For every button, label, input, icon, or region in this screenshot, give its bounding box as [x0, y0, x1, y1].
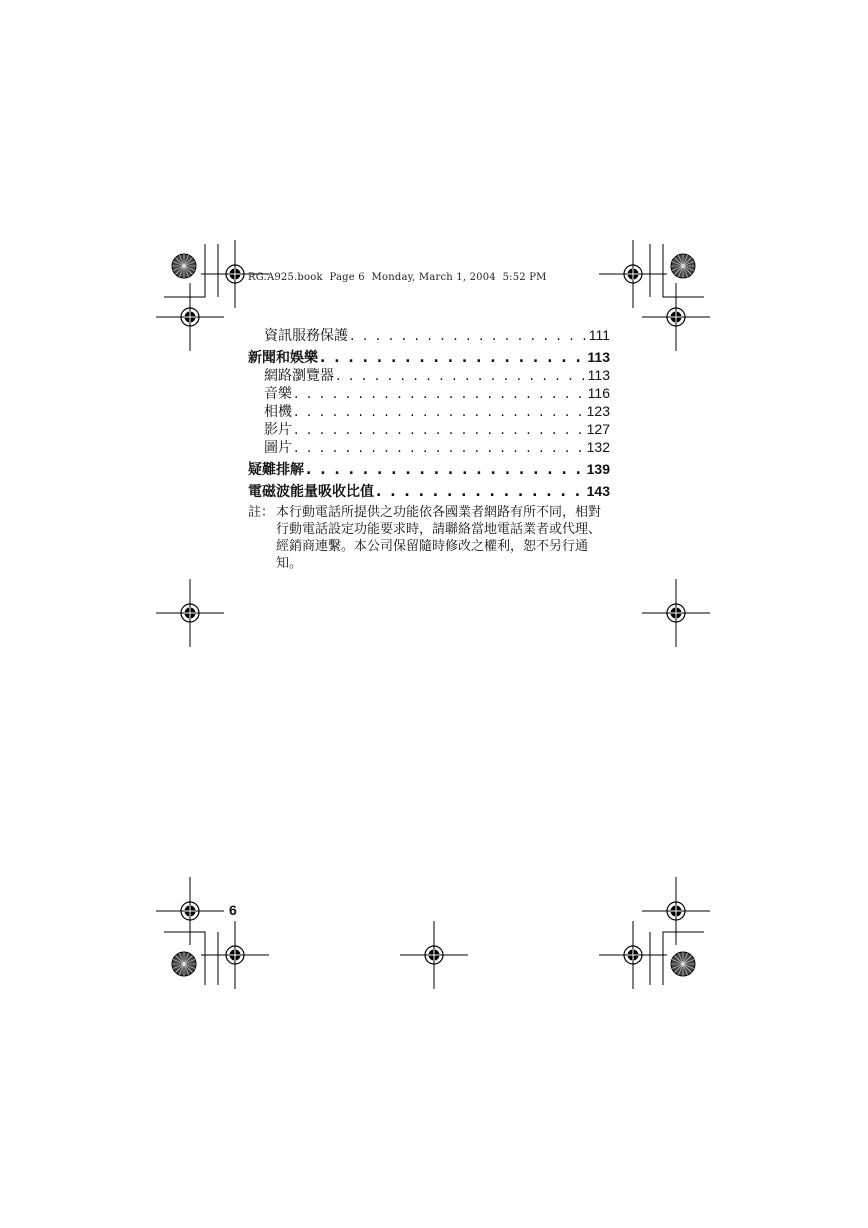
toc-entry [248, 326, 610, 344]
toc-entry-page: 116 [587, 385, 610, 401]
toc-entry-title: 新聞和娛樂 [248, 350, 318, 366]
toc-entry-title: 電磁波能量吸收比值 [248, 484, 374, 500]
toc-entry [248, 366, 610, 384]
color-target-bottom-right [671, 952, 695, 976]
footnote-text: 本行動電話所提供之功能依各國業者網路有所不同，相對行動電話設定功能要求時，請聯絡當地電話業者或代理、經銷商連繫。本公司保留隨時修改之權利，恕不另行通知。 [276, 505, 602, 571]
page-number: 6 [229, 902, 237, 918]
registration-mark [642, 877, 710, 945]
toc-entry-title: 疑難排解 [248, 462, 304, 478]
toc-entry-page: 111 [588, 327, 610, 343]
toc-entry-title: 網路瀏覽器 [264, 368, 334, 384]
toc-entry-title: 圖片 [264, 440, 292, 456]
registration-mark [201, 921, 269, 989]
toc-entry-page: 113 [587, 349, 610, 365]
toc-entry-page: 132 [586, 439, 610, 455]
table-of-contents [248, 326, 610, 500]
registration-mark [642, 579, 710, 647]
registration-mark [156, 283, 224, 351]
toc-entry-title: 相機 [264, 404, 292, 420]
color-target-bottom-left [172, 952, 196, 976]
toc-entry [248, 402, 610, 420]
toc-entry-title: 音樂 [264, 386, 292, 402]
color-target-top-left [172, 254, 196, 278]
registration-mark [642, 283, 710, 351]
toc-entry [248, 460, 610, 478]
toc-entry-page: 113 [587, 367, 610, 383]
print-header: RG.A925.book Page 6 Monday, March 1, 2004 5:52 PM [248, 272, 547, 283]
color-target-top-right [671, 254, 695, 278]
registration-mark [599, 921, 667, 989]
toc-entry [248, 384, 610, 402]
toc-entry-page: 123 [586, 403, 610, 419]
footnote [248, 504, 610, 572]
registration-mark [400, 921, 468, 989]
toc-entry [248, 438, 610, 456]
toc-entry-page: 127 [586, 421, 610, 437]
toc-entry-page: 139 [586, 461, 610, 477]
toc-entry-title: 影片 [264, 422, 292, 438]
toc-entry [248, 420, 610, 438]
registration-mark [599, 240, 667, 308]
registration-mark [156, 877, 224, 945]
toc-entry [248, 348, 610, 366]
toc-entry [248, 482, 610, 500]
toc-entry-page: 143 [586, 483, 610, 499]
toc-entry-title: 資訊服務保護 [264, 328, 348, 344]
registration-mark [156, 579, 224, 647]
footnote-label: 註： [248, 505, 275, 520]
